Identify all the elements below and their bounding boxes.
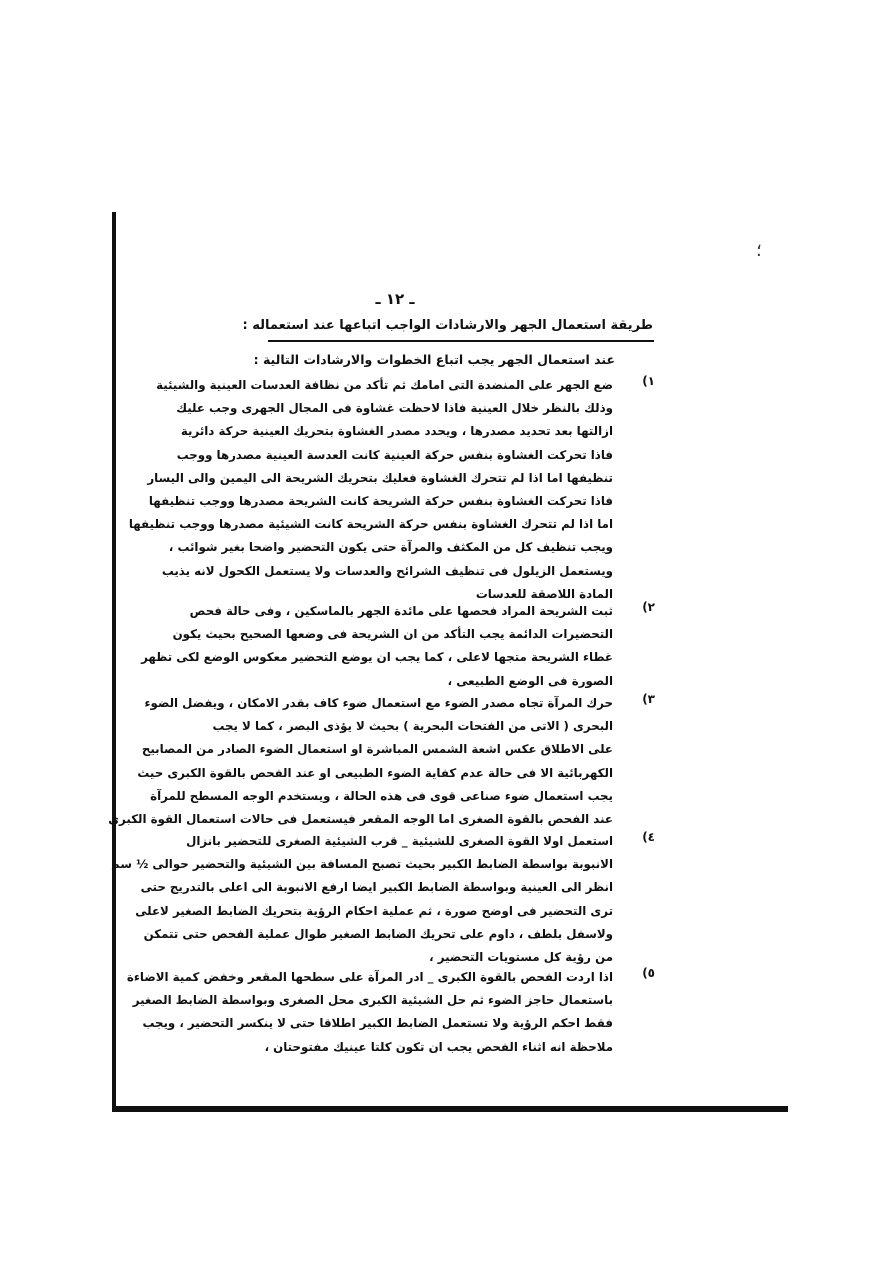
item-line: عند الفحص بالقوة الصغرى اما الوجه المقعر فيستعمل فى حالات استعمال القوة الكبرى [108,811,613,826]
item-line: اذا اردت الفحص بالقوة الكبرى _ ادر المرآة على سطحها المقعر وخفض كمية الاضاءة [126,970,613,984]
item-line: ويجب تنظيف كل من المكثف والمرآة حتى يكون التحضير واضحا بغير شوائب ، [168,540,613,555]
section-title: طريقة استعمال الجهر والارشادات الواجب اتباعها عند استعماله : [242,318,653,333]
bottom-margin-rule [112,1106,788,1112]
item-line: فاذا تحركت الغشاوة بنفس حركة العينية كانت العدسة العينية مصدرها ووجب [176,447,613,462]
item-line: الانبوبة بواسطة الضابط الكبير بحيث تصبح المسافة بين الشيئية والتحضير حوالى ½ سم [111,857,613,872]
item-number: ٤) [642,830,655,844]
title-underline [268,340,654,342]
intro-paragraph: عند استعمال الجهر يجب اتباع الخطوات والارشادات التالية : [253,352,615,367]
item-line: غطاء الشريحة متجها لاعلى ، كما يجب ان يوضع التحضير معكوس الوضع لكى تظهر [141,650,613,665]
scan-speck: ؛ [756,240,762,261]
item-number: ٥) [642,966,655,980]
item-number: ١) [642,374,655,388]
item-line: حرك المرآة تجاه مصدر الضوء مع استعمال ضوء كاف بقدر الامكان ، ويفضل الضوء [144,696,613,710]
item-line: تنظيفها اما اذا لم تتحرك الغشاوة فعليك بتحريك الشريحة الى اليمين والى اليسار [147,470,613,485]
item-line: استعمل اولا القوة الصغرى للشيئية _ قرب الشيئية الصغرى للتحضير بانزال [186,834,613,848]
item-line: ترى التحضير فى اوضح صورة ، ثم عملية احكام الرؤية بتحريك الضابط الصغير لاعلى [135,903,613,918]
item-line: ازالتها بعد تحديد مصدرها ، ويحدد مصدر الغشاوة بتحريك العينية حركة دائرية [180,424,613,439]
item-line: انظر الى العينية وبواسطة الضابط الكبير ايضا ارفع الانبوبة الى اعلى بالتدريج حتى [140,880,613,895]
item-line: ويستعمل الزيلول فى تنظيف الشرائح والعدسات ولا يستعمل الكحول لانه يذيب [161,563,613,578]
item-line: البحرى ( الاتى من الفتحات البحرية ) بحيث لا يؤذى البصر ، كما لا يجب [212,719,613,734]
item-line: ملاحظة انه اثناء الفحص يجب ان تكون كلتا عينيك مفتوحتان ، [264,1039,613,1054]
left-margin-rule [112,212,116,1112]
item-line: الكهربائية الا فى حالة عدم كفاية الضوء الطبيعى او عند الفحص بالقوة الكبرى حيث [137,765,613,780]
item-line: باستعمال حاجز الضوء ثم حل الشيئية الكبرى محل الصغرى وبواسطة الضابط الصغير [132,993,613,1008]
item-line: فاذا تحركت الغشاوة بنفس حركة الشريحة كانت الشريحة مصدرها ووجب تنظيفها [148,493,613,508]
page-number: ـ ١٢ ـ [375,290,415,308]
item-line: الصورة فى الوضع الطبيعى ، [447,673,613,688]
item-number: ٣) [642,692,655,706]
item-line: من رؤية كل مستويات التحضير ، [429,949,613,964]
item-line: المادة اللاصقة للعدسات [475,586,613,601]
item-line: ضع الجهر على المنضدة التى امامك ثم تأكد من نظافة العدسات العينية والشيئية [156,378,613,392]
item-line: اما اذا لم تتحرك الغشاوة بنفس حركة الشريحة كانت الشيئية مصدرها ووجب تنظيفها [128,517,613,532]
item-line: ولاسفل بلطف ، داوم على تحريك الضابط الصغير طوال عملية الفحص حتى تتمكن [143,926,613,941]
item-line: على الاطلاق عكس اشعة الشمس المباشرة او استعمال الضوء الصادر من المصابيح [141,742,613,757]
item-line: التحضيرات الدائمة يجب التأكد من ان الشريحة فى وضعها الصحيح بحيث يكون [172,627,613,642]
item-line: ثبت الشريحة المراد فحصها على مائدة الجهر بالماسكين ، وفى حالة فحص [189,604,613,618]
item-line: فقط احكم الرؤية ولا تستعمل الضابط الكبير اطلاقا حتى لا ينكسر التحضير ، ويجب [142,1016,613,1031]
item-number: ٢) [642,600,655,614]
item-line: وذلك بالنظر خلال العينية فاذا لاحظت غشاوة فى المجال الجهرى وجب عليك [176,401,613,416]
item-line: يجب استعمال ضوء صناعى قوى فى هذه الحالة ، ويستخدم الوجه المسطح للمرآة [150,788,613,803]
